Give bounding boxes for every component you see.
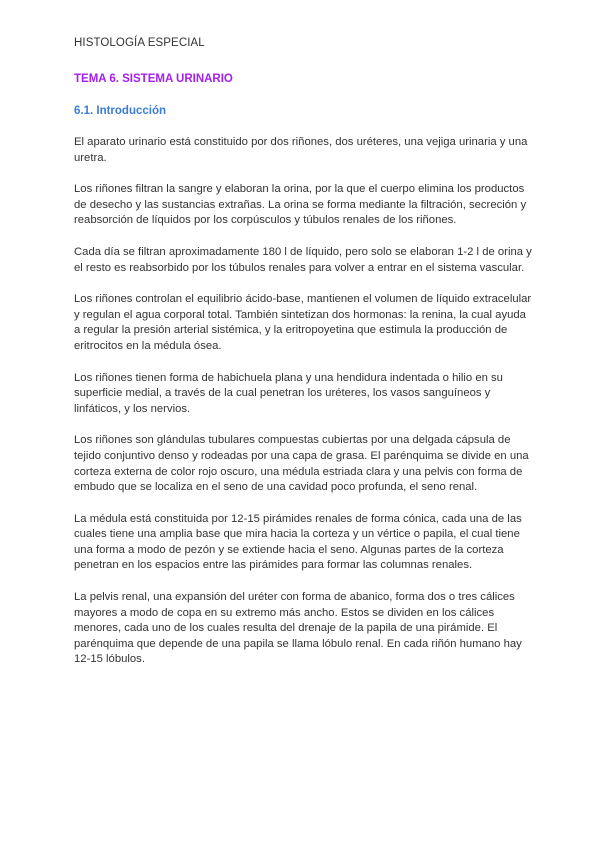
paragraph-urinary-system: El aparato urinario está constituido por dos riñones, dos uréteres, una vejiga urinaria y una uretra. [74, 136, 528, 164]
paragraph-kidney-structure: Los riñones son glándulas tubulares compuestas cubiertas por una delgada cápsula de tejido conjuntivo denso y rodeadas por una capa de grasa. El parénquima se divide en una corteza externa de color rojo oscuro, una médula estriada clara y una pelvis con forma de embudo que se localiza en el seno de una cavidad poco profunda, el seno renal. [74, 434, 529, 494]
paragraph-filtration: Los riñones filtran la sangre y elaboran la orina, por la que el cuerpo elimina los productos de desecho y las sustancias extrañas. La orina se forma mediante la filtración, secreción y reabsorción de líquidos por los corpúsculos y túbulos renales de los riñones. [74, 183, 527, 227]
paragraph-medulla: La médula está constituida por 12-15 pirámides renales de forma cónica, cada una de las cuales tiene una amplia base que mira hacia la corteza y un vértice o papila, el cual tiene una forma a modo de pezón y se extiende hacia el seno. Algunas partes de la corteza penetran en los espacios entre las pirámides para formar las columnas renales. [74, 512, 522, 572]
paragraph-renal-pelvis: La pelvis renal, una expansión del uréter con forma de abanico, forma dos o tres cálices mayores a modo de copa en su extremo más ancho. Estos se dividen en los cálices menores, cada uno de los cuales resulta del drenaje de la papila de una pirámide. El parénquima que depende de una papila se llama lóbulo renal. En cada riñón humano hay 12-15 lóbulos. [74, 591, 522, 666]
paragraph-daily-volume: Cada día se filtran aproximadamente 180 l de líquido, pero solo se elaboran 1-2 l de orina y el resto es reabsorbido por los túbulos renales para volver a entrar en el sistema vascular. [74, 245, 532, 274]
paragraph-kidney-functions: Los riñones controlan el equilibrio ácido-base, mantienen el volumen de líquido extracelular y regulan el agua corporal total. También sintetizan dos hormonas: la renina, la cual ayuda a regular la presión arterial sistémica, y la eritropoyetina que estimula la producción de eritrocitos en la médula ósea. [74, 293, 532, 352]
document-header: HISTOLOGÍA ESPECIAL [74, 37, 205, 49]
section-title: 6.1. Introducción [74, 105, 167, 117]
paragraph-kidney-shape: Los riñones tienen forma de habichuela plana y una hendidura indentada o hilio en su superficie medial, a través de la cual penetran los uréteres, los vasos sanguíneos y linfáticos, y los nervios. [74, 371, 503, 415]
topic-title: TEMA 6. SISTEMA URINARIO [74, 73, 233, 85]
document-page [74, 36, 532, 684]
